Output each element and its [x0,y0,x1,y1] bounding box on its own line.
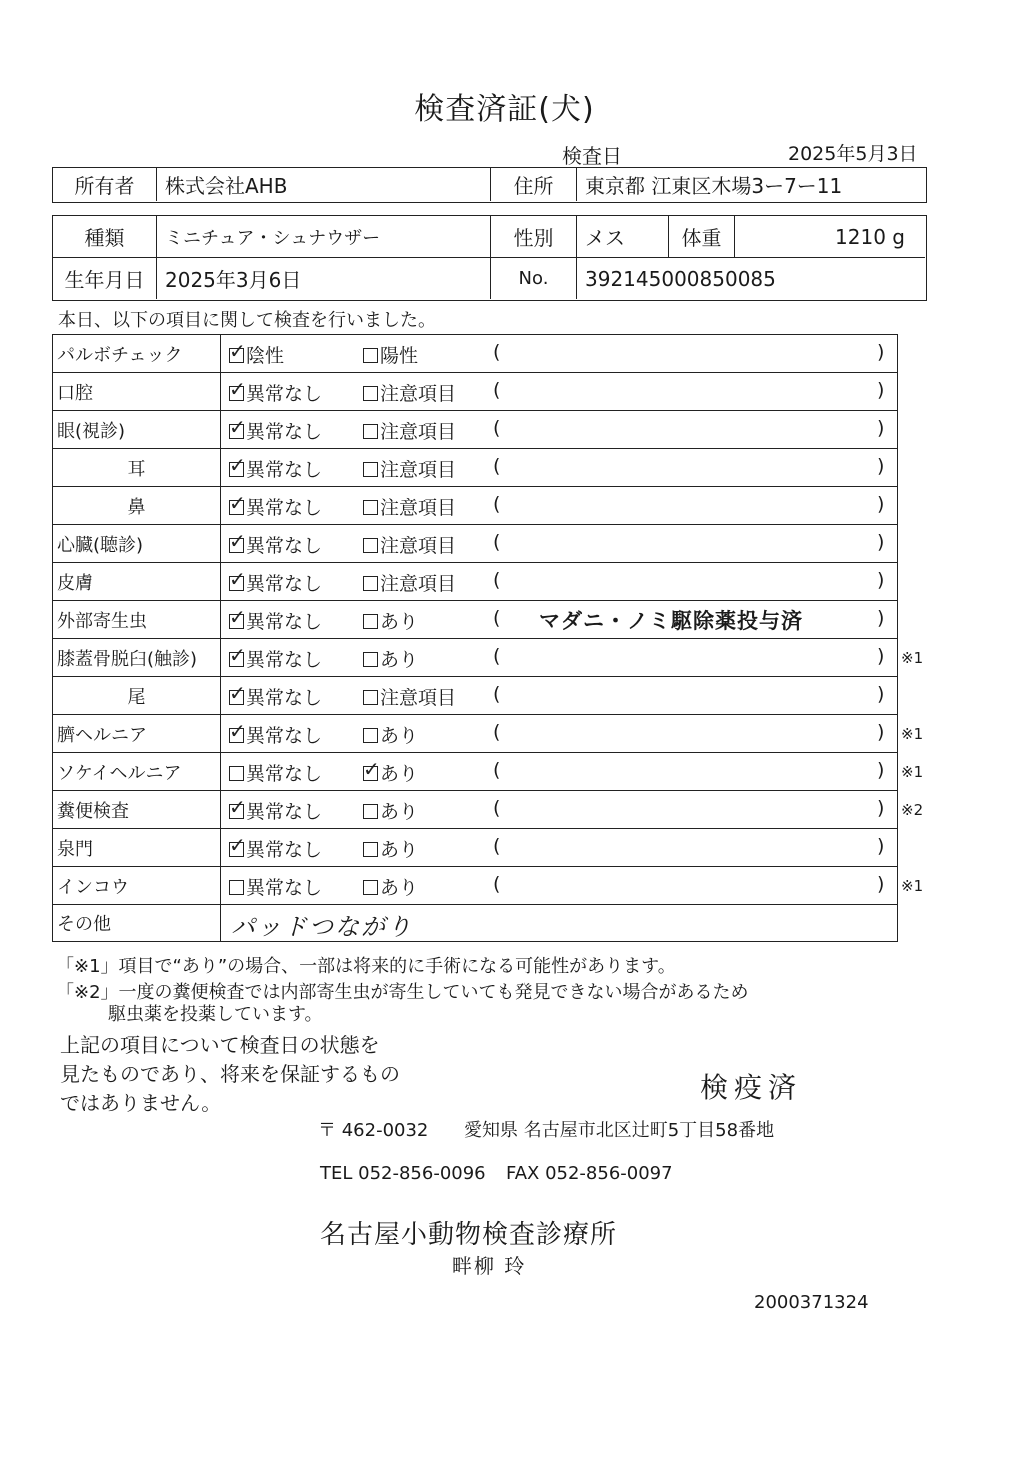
paren-open: ( [493,417,501,439]
check-row [53,714,924,752]
option-label: あり [380,725,419,747]
footnote-1: 「※1」項目で“あり”の場合、一部は将来的に手術になる可能性があります。 [56,956,676,977]
checkbox-icon[interactable] [363,538,378,553]
checkbox-icon[interactable] [229,766,244,781]
check-item-label: 耳 [53,449,221,486]
checkbox-icon[interactable] [363,576,378,591]
clinic-address: 愛知県 名古屋市北区辻町5丁目58番地 [464,1120,775,1141]
disclaimer [60,1031,400,1118]
check-item-label: インコウ [53,867,221,904]
footnote-mark: ※1 [901,725,924,743]
option-label: 注意項目 [380,383,457,405]
option-normal[interactable] [229,645,322,672]
disclaimer-line: 見たものであり、将来を保証するもの [60,1062,400,1086]
option-label: 注意項目 [380,497,457,519]
option-label: 異常なし [246,649,323,671]
check-item-label: 泉門 [53,829,221,866]
check-item-label: パルボチェック [53,335,221,372]
option-abnormal[interactable] [363,721,418,748]
paren-close: ) [877,341,885,363]
option-label: 異常なし [246,687,323,709]
paren-open: ( [493,835,501,857]
paren-close: ) [877,797,885,819]
option-normal[interactable] [229,721,322,748]
option-normal[interactable] [229,455,322,482]
address-value: 東京都 江東区木場3ー7ー11 [585,174,843,198]
option-abnormal[interactable] [363,835,418,862]
checkbox-icon[interactable] [363,728,378,743]
check-item-label: 尾 [53,677,221,714]
birth-value: 2025年3月6日 [157,258,491,299]
serial-number: 2000371324 [754,1292,869,1313]
check-row [53,372,897,410]
sex-label: 性別 [491,216,577,258]
option-label: あり [380,649,419,671]
checkbox-icon[interactable] [229,690,244,705]
checkbox-icon[interactable] [363,386,378,401]
owner-table [52,167,927,203]
option-label: 異常なし [246,497,323,519]
paren-close: ) [877,417,885,439]
checkbox-icon[interactable] [229,462,244,477]
option-label: 陽性 [380,345,419,367]
weight-value: 1210 g [735,216,925,258]
checkbox-icon[interactable] [363,690,378,705]
option-label: 異常なし [246,573,323,595]
check-row [53,790,924,828]
option-label: 異常なし [246,763,323,785]
weight-label: 体重 [669,216,735,258]
footnote-2: 「※2」一度の糞便検査では内部寄生虫が寄生していても発見できない場合があるため [56,982,749,1003]
option-normal[interactable] [229,835,322,862]
check-row [53,562,897,600]
option-label: 注意項目 [380,573,457,595]
footnote-mark: ※2 [901,801,924,819]
paren-open: ( [493,721,501,743]
paren-close: ) [877,379,885,401]
checkbox-icon[interactable] [229,652,244,667]
option-abnormal[interactable] [363,341,418,368]
paren-open: ( [493,873,501,895]
option-label: 異常なし [246,611,323,633]
option-label: あり [380,611,419,633]
option-abnormal[interactable] [363,607,418,634]
paren-open: ( [493,569,501,591]
check-row [53,752,924,790]
check-item-label: ソケイヘルニア [53,753,221,790]
paren-close: ) [877,569,885,591]
checkbox-icon[interactable] [229,880,244,895]
owner-value: 株式会社AHB [157,168,491,201]
owner-label: 所有者 [53,168,157,201]
check-item-label: 口腔 [53,373,221,410]
option-label: あり [380,877,419,899]
check-item-label: 外部寄生虫 [53,601,221,638]
option-normal[interactable] [229,493,322,520]
check-item-label: 眼(視診) [53,411,221,448]
option-normal[interactable] [229,759,322,786]
option-label: あり [380,839,419,861]
intro-text: 本日、以下の項目に関して検査を行いました。 [58,310,436,331]
option-label: 異常なし [246,877,323,899]
check-row [53,486,897,524]
option-normal[interactable] [229,797,322,824]
option-label: 異常なし [246,725,323,747]
check-row [53,524,897,562]
option-abnormal[interactable] [363,379,456,406]
clinic-name: 名古屋小動物検査診療所 [320,1220,618,1250]
checkbox-icon[interactable] [229,538,244,553]
option-label: 注意項目 [380,535,457,557]
option-label: 異常なし [246,459,323,481]
option-label: 注意項目 [380,687,457,709]
paren-close: ) [877,759,885,781]
check-row [53,638,924,676]
microchip-value: 392145000850085 [585,266,776,291]
other-handwritten-note: パッドつながり [231,913,413,941]
paren-open: ( [493,493,501,515]
footnote-mark: ※1 [901,649,924,667]
option-abnormal[interactable] [363,797,418,824]
checkbox-icon[interactable] [363,614,378,629]
check-item-label: 鼻 [53,487,221,524]
option-normal[interactable] [229,417,322,444]
check-note: マダニ・ノミ駆除薬投与済 [539,609,803,633]
paren-close: ) [877,645,885,667]
option-abnormal[interactable] [363,569,456,596]
checkbox-icon[interactable] [229,614,244,629]
check-item-label: 臍ヘルニア [53,715,221,752]
other-label: その他 [53,905,221,941]
option-normal[interactable] [229,683,322,710]
check-row [53,410,897,448]
checkbox-icon[interactable] [363,804,378,819]
checkbox-icon[interactable] [229,500,244,515]
checkbox-icon[interactable] [363,462,378,477]
checkbox-icon[interactable] [363,500,378,515]
checkbox-icon[interactable] [363,348,378,363]
checkbox-icon[interactable] [229,576,244,591]
paren-open: ( [493,645,501,667]
option-label: 注意項目 [380,459,457,481]
address-label: 住所 [491,168,577,201]
paren-close: ) [877,607,885,629]
paren-close: ) [877,835,885,857]
check-item-label: 糞便検査 [53,791,221,828]
breed-value: ミニチュア・シュナウザー [157,216,491,258]
page-title: 検査済証(犬) [414,92,595,127]
footnote-mark: ※1 [901,763,924,781]
option-abnormal[interactable] [363,873,418,900]
option-label: 異常なし [246,535,323,557]
doctor-name: 畔柳 玲 [452,1254,527,1278]
other-row [53,904,897,942]
paren-close: ) [877,531,885,553]
option-label: 異常なし [246,839,323,861]
option-abnormal[interactable] [363,645,418,672]
paren-open: ( [493,797,501,819]
option-label: 異常なし [246,421,323,443]
option-normal[interactable] [229,873,322,900]
paren-open: ( [493,455,501,477]
check-row [53,676,897,714]
clinic-fax: FAX 052-856-0097 [506,1163,673,1184]
sex-value: メス [577,216,669,258]
paren-open: ( [493,341,501,363]
paren-open: ( [493,379,501,401]
check-row [53,600,897,638]
postal-code: 〒 462-0032 [318,1120,429,1141]
option-label: あり [380,763,419,785]
paren-close: ) [877,873,885,895]
clinic-tel: TEL 052-856-0096 [320,1163,486,1184]
checkbox-icon[interactable] [229,728,244,743]
checkbox-icon[interactable] [229,842,244,857]
option-abnormal[interactable] [363,759,418,786]
quarantine-stamp: 検疫済 [700,1071,803,1104]
option-normal[interactable] [229,607,322,634]
paren-close: ) [877,493,885,515]
checkbox-icon[interactable] [229,348,244,363]
footnote-2-cont: 駆虫薬を投薬しています。 [108,1004,323,1025]
option-label: 陰性 [246,345,285,367]
check-table [52,334,924,942]
microchip-label: No. [491,258,577,299]
animal-table [52,215,927,301]
checkbox-icon[interactable] [363,424,378,439]
checkbox-icon[interactable] [229,804,244,819]
option-normal[interactable] [229,379,322,406]
option-label: 異常なし [246,383,323,405]
paren-close: ) [877,721,885,743]
check-item-label: 皮膚 [53,563,221,600]
paren-open: ( [493,607,501,629]
option-abnormal[interactable] [363,493,456,520]
disclaimer-line: ではありません。 [60,1091,222,1115]
checkbox-icon[interactable] [363,766,378,781]
paren-close: ) [877,683,885,705]
checkbox-icon[interactable] [229,424,244,439]
disclaimer-line: 上記の項目について検査日の状態を [60,1033,380,1057]
inspection-date-label: 検査日 [562,144,622,168]
checkbox-icon[interactable] [363,842,378,857]
inspection-date-value: 2025年5月3日 [788,143,918,165]
check-row [53,828,897,866]
paren-open: ( [493,683,501,705]
option-abnormal[interactable] [363,417,456,444]
option-abnormal[interactable] [363,531,456,558]
paren-open: ( [493,759,501,781]
option-abnormal[interactable] [363,455,456,482]
option-abnormal[interactable] [363,683,456,710]
check-item-label: 膝蓋骨脱臼(触診) [53,639,221,676]
check-row [53,334,897,372]
check-row [53,448,897,486]
option-normal[interactable] [229,341,284,368]
check-item-label: 心臓(聴診) [53,525,221,562]
paren-close: ) [877,455,885,477]
birth-label: 生年月日 [53,258,157,299]
breed-label: 種類 [53,216,157,258]
checkbox-icon[interactable] [363,652,378,667]
footnote-mark: ※1 [901,877,924,895]
check-row [53,866,924,904]
paren-open: ( [493,531,501,553]
option-label: あり [380,801,419,823]
checkbox-icon[interactable] [363,880,378,895]
option-label: 注意項目 [380,421,457,443]
checkbox-icon[interactable] [229,386,244,401]
option-label: 異常なし [246,801,323,823]
option-normal[interactable] [229,531,322,558]
option-normal[interactable] [229,569,322,596]
